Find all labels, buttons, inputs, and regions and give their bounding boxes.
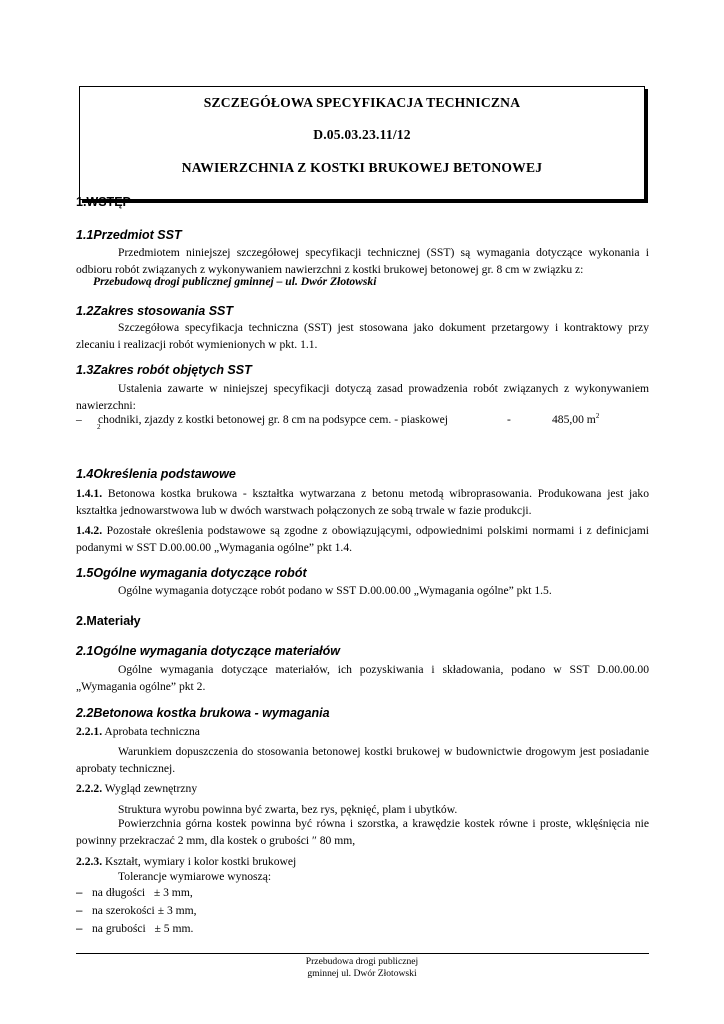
footer-line-1: Przebudowa drogi publicznej bbox=[305, 956, 419, 967]
definition-1-4-2: 1.4.2. Pozostałe określenia podstawowe są zgodne z obowiązującymi, odpowiednimi polskimi normami i z definicjami podanymi w SST D.00.00.00 „Wymagania ogólne” pkt 1.4. bbox=[76, 524, 649, 554]
subsection-2-2-1: 2.2.1. Aprobata techniczna bbox=[76, 725, 200, 738]
section-1-1-heading: 1.1Przedmiot SST bbox=[76, 228, 182, 242]
page-footer bbox=[262, 956, 462, 980]
footer-line-2: gminnej ul. Dwór Złotowski bbox=[307, 968, 417, 979]
section-1-1-text: Przedmiotem niniejszej szczegółowej specyfikacji technicznej (SST) są wymagania dotyczące wykonania i odbioru robót związanych z wykonywaniem nawierzchni z kostki brukowej betonowej gr. 8 cm w związku z: bbox=[76, 246, 649, 276]
title-box bbox=[79, 86, 645, 200]
section-1-3-text: Ustalenia zawarte w niniejszej specyfikacji dotyczą zasad prowadzenia robót związanych z wykonywaniem nawierzchni: bbox=[76, 382, 649, 412]
section-2-2-heading: 2.2Betonowa kostka brukowa - wymagania bbox=[76, 706, 330, 720]
section-1-5-heading: 1.5Ogólne wymagania dotyczące robót bbox=[76, 566, 307, 580]
document-code: D.05.03.23.11/12 bbox=[313, 127, 411, 142]
project-name: Przebudową drogi publicznej gminnej – ul. Dwór Złotowski bbox=[93, 275, 377, 288]
subsection-2-2-2-text2: Powierzchnia górna kostek powinna być równa i szorstka, a krawędzie kostek równe i proste, wklęśnięcia nie powinny przekraczać 2 mm, dla kostek o grubości ″ 80 mm, bbox=[76, 817, 649, 847]
tolerance-item: – na długości ± 3 mm, bbox=[76, 886, 193, 899]
section-2-1-text: Ogólne wymagania dotyczące materiałów, ich pozyskiwania i składowania, podano w SST D.00.00.00 „Wymagania ogólne” pkt 2. bbox=[76, 663, 649, 693]
subsection-2-2-1-text: Warunkiem dopuszczenia do stosowania betonowej kostki brukowej w budownictwie drogowym jest posiadanie aprobaty technicznej. bbox=[76, 745, 649, 775]
section-2-1-heading: 2.1Ogólne wymagania dotyczące materiałów bbox=[76, 644, 340, 658]
subsection-2-2-2: 2.2.2. Wygląd zewnętrzny bbox=[76, 782, 198, 795]
scope-item: chodniki, zjazdy z kostki betonowej gr. 8 cm na podsypce cem. - piaskowej bbox=[98, 413, 448, 426]
footer-divider bbox=[76, 953, 649, 954]
document-subtitle: NAWIERZCHNIA Z KOSTKI BRUKOWEJ BETONOWEJ bbox=[181, 160, 543, 175]
definition-1-4-1: 1.4.1. Betonowa kostka brukowa - kształtka wytwarzana z betonu metodą wibroprasowania. Produkowana jest jako kształtka jednowarstwowa lub w dwóch warstwach połączonych ze sobą trwale w fazie produkcji. bbox=[76, 487, 649, 517]
section-1-4-heading: 1.4Określenia podstawowe bbox=[76, 467, 236, 481]
tolerance-item: – na grubości ± 5 mm. bbox=[76, 922, 194, 935]
section-1-2-heading: 1.2Zakres stosowania SST bbox=[76, 304, 234, 318]
section-1-heading: 1.WSTĘP bbox=[76, 195, 131, 209]
tolerance-intro: Tolerancje wymiarowe wynoszą: bbox=[118, 870, 272, 883]
list-dash: – bbox=[76, 413, 82, 426]
section-1-3-heading: 1.3Zakres robót objętych SST bbox=[76, 363, 252, 377]
section-1-5-text: Ogólne wymagania dotyczące robót podano w SST D.00.00.00 „Wymagania ogólne” pkt 1.5. bbox=[118, 584, 552, 597]
stray-superscript: 2 bbox=[97, 423, 101, 431]
subsection-2-2-2-text1: Struktura wyrobu powinna być zwarta, bez rys, pęknięć, plam i ubytków. bbox=[118, 803, 458, 816]
section-1-2-text: Szczegółowa specyfikacja techniczna (SST) jest stosowana jako dokument przetargowy i kontraktowy przy zlecaniu i realizacji robót wymienionych w pkt. 1.1. bbox=[76, 321, 649, 351]
tolerance-item: – na szerokości ± 3 mm, bbox=[76, 904, 197, 917]
scope-item-quantity: 485,00 $m^2$ bbox=[552, 412, 600, 426]
scope-item-separator: - bbox=[507, 413, 511, 426]
subsection-2-2-3: 2.2.3. Kształt, wymiary i kolor kostki brukowej bbox=[76, 855, 297, 868]
section-2-heading: 2.Materiały bbox=[76, 614, 141, 628]
document-title: SZCZEGÓŁOWA SPECYFIKACJA TECHNICZNA bbox=[203, 95, 521, 110]
